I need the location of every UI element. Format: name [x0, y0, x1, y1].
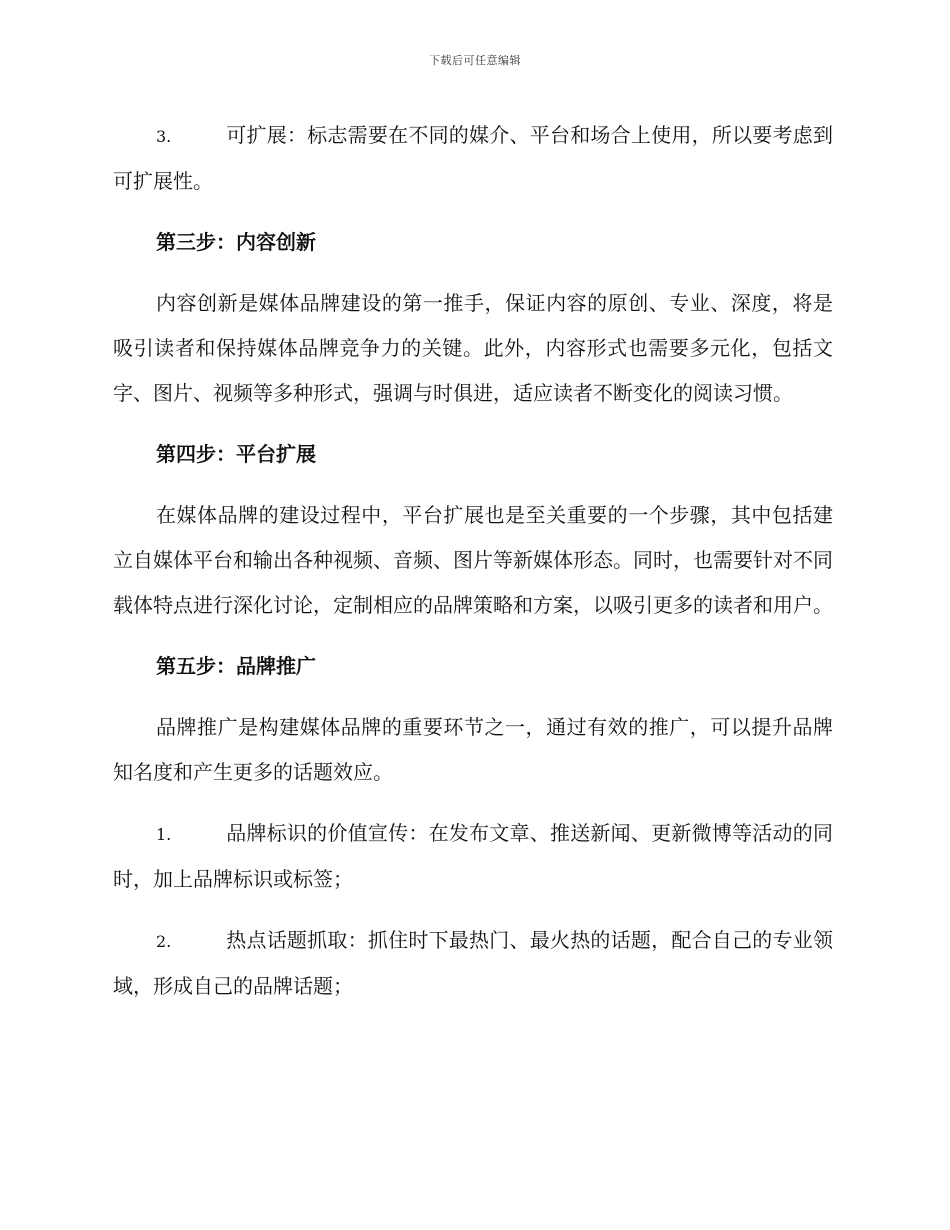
page-header: 下载后可任意编辑	[429, 54, 521, 67]
section-heading-step3: 第三步：内容创新	[156, 230, 316, 254]
paragraph-brand-promotion: 品牌推广是构建媒体品牌的重要环节之一，通过有效的推广，可以提升品牌知名度和产生更多的话题效应。	[113, 715, 833, 784]
list-item-hot-topics	[113, 918, 833, 1009]
list-item-number: 2.	[156, 932, 172, 951]
paragraph-content-innovation: 内容创新是媒体品牌建设的第一推手，保证内容的原创、专业、深度，将是吸引读者和保持媒体品牌竞争力的关键。此外，内容形式也需要多元化，包括文字、图片、视频等多种形式，强调与时俱进，适应读者不断变化的阅读习惯。	[113, 291, 833, 405]
list-item-number: 1.	[156, 825, 172, 844]
list-item-number: 3.	[156, 127, 172, 146]
paragraph-platform-expansion: 在媒体品牌的建设过程中，平台扩展也是至关重要的一个步骤，其中包括建立自媒体平台和输出各种视频、音频、图片等新媒体形态。同时，也需要针对不同载体特点进行深化讨论，定制相应的品牌策略和方案，以吸引更多的读者和用户。	[113, 503, 833, 617]
document-body	[113, 113, 833, 1025]
list-item-brand-identity	[113, 811, 833, 902]
section-heading-step4: 第四步：平台扩展	[156, 442, 316, 466]
list-item-text: 热点话题抓取：抓住时下最热门、最火热的话题，配合自己的专业领域，形成自己的品牌话题；	[113, 928, 833, 998]
list-item-text: 品牌标识的价值宣传：在发布文章、推送新闻、更新微博等活动的同时，加上品牌标识或标签；	[113, 821, 833, 891]
section-heading-step5: 第五步：品牌推广	[156, 654, 316, 678]
list-item-scalability	[113, 113, 833, 204]
list-item-text: 可扩展：标志需要在不同的媒介、平台和场合上使用，所以要考虑到可扩展性。	[113, 123, 833, 193]
